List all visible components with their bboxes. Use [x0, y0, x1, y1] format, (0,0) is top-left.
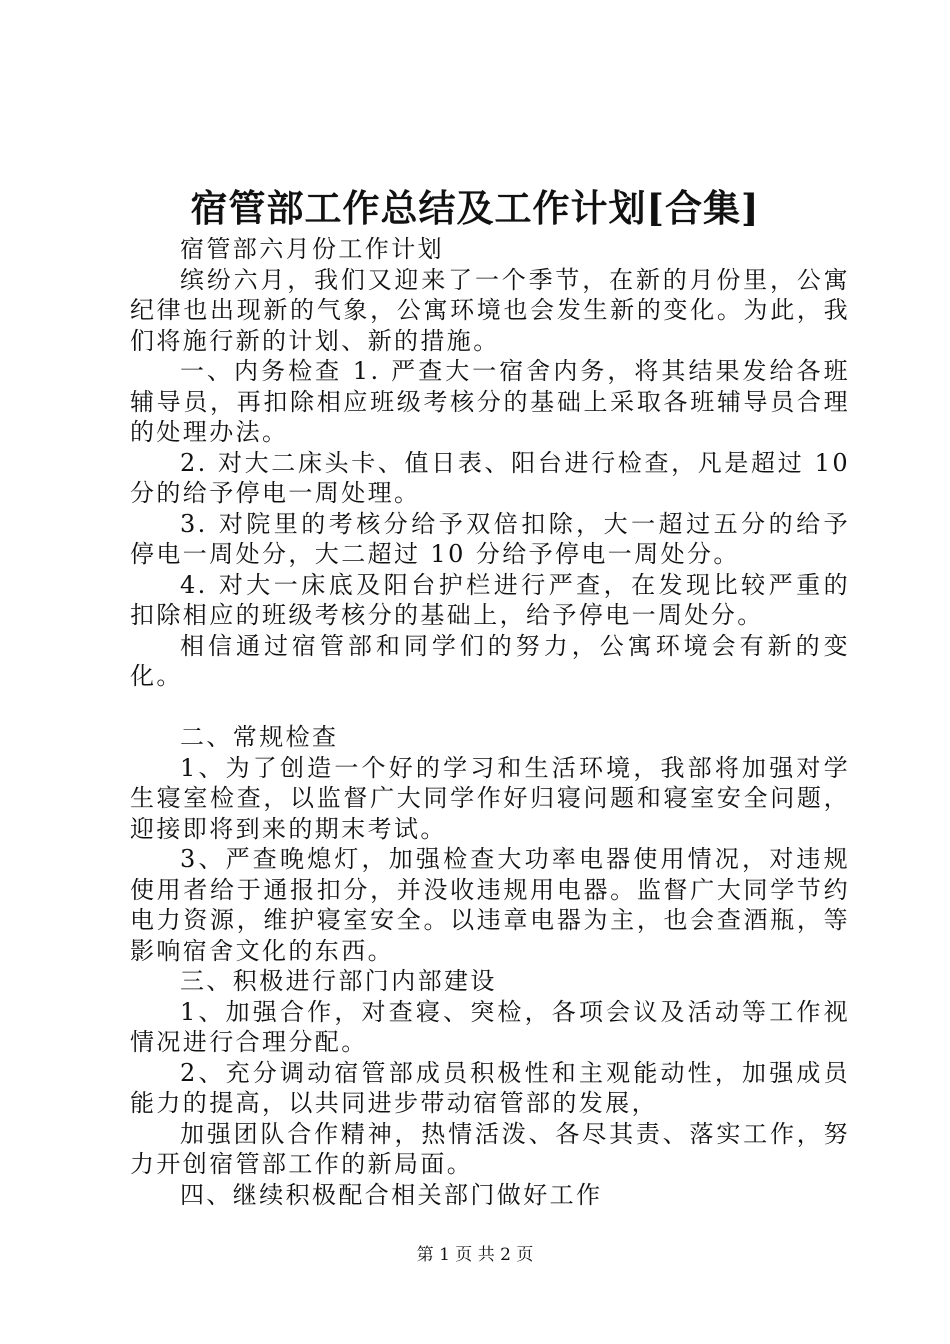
- page-footer: 第 1 页 共 2 页: [416, 1245, 534, 1265]
- paragraph: 缤纷六月，我们又迎来了一个季节，在新的月份里，公寓纪律也出现新的气象，公寓环境也会发生新的变化。为此，我们将施行新的计划、新的措施。: [130, 265, 850, 355]
- paragraph: 4. 对大一床底及阳台护栏进行严查，在发现比较严重的扣除相应的班级考核分的基础上，给予停电一周处分。: [130, 570, 850, 629]
- paragraph: 1、加强合作，对查寝、突检，各项会议及活动等工作视情况进行合理分配。: [130, 997, 850, 1056]
- paragraph: 宿管部六月份工作计划: [180, 235, 444, 263]
- paragraph: 2、充分调动宿管部成员积极性和主观能动性，加强成员能力的提高，以共同进步带动宿管部的发展，: [130, 1058, 850, 1117]
- blank-line: [130, 692, 850, 723]
- document-title: 宿管部工作总结及工作计划[合集]: [190, 186, 760, 230]
- section-heading: 四、继续积极配合相关部门做好工作: [180, 1180, 603, 1209]
- paragraph: 加强团队合作精神，热情活泼、各尽其责、落实工作，努力开创宿管部工作的新局面。: [130, 1119, 850, 1178]
- paragraph: 3、严查晚熄灯，加强检查大功率电器使用情况，对违规使用者给于通报扣分，并没收违规用电器。监督广大同学节约电力资源，维护寝室安全。以违章电器为主，也会查酒瓶，等影响宿舍文化的东西。: [130, 845, 850, 965]
- paragraph: 一、内务检查 1. 严查大一宿舍内务，将其结果发给各班辅导员，再扣除相应班级考核分的基础上采取各班辅导员合理的处理办法。: [130, 357, 850, 446]
- section-heading: 二、常规检查: [180, 723, 339, 751]
- paragraph: 2. 对大二床头卡、值日表、阳台进行检查，凡是超过 10 分的给予停电一周处理。: [130, 448, 850, 507]
- paragraph: 1、为了创造一个好的学习和生活环境，我部将加强对学生寝室检查，以监督广大同学作好归寝问题和寝室安全问题，迎接即将到来的期末考试。: [130, 753, 850, 843]
- section-heading: 三、积极进行部门内部建设: [180, 967, 497, 995]
- paragraph: 3. 对院里的考核分给予双倍扣除，大一超过五分的给予停电一周处分，大二超过 10 分给予停电一周处分。: [130, 509, 850, 568]
- document-body: [130, 234, 850, 1210]
- paragraph: 相信通过宿管部和同学们的努力，公寓环境会有新的变化。: [130, 631, 850, 690]
